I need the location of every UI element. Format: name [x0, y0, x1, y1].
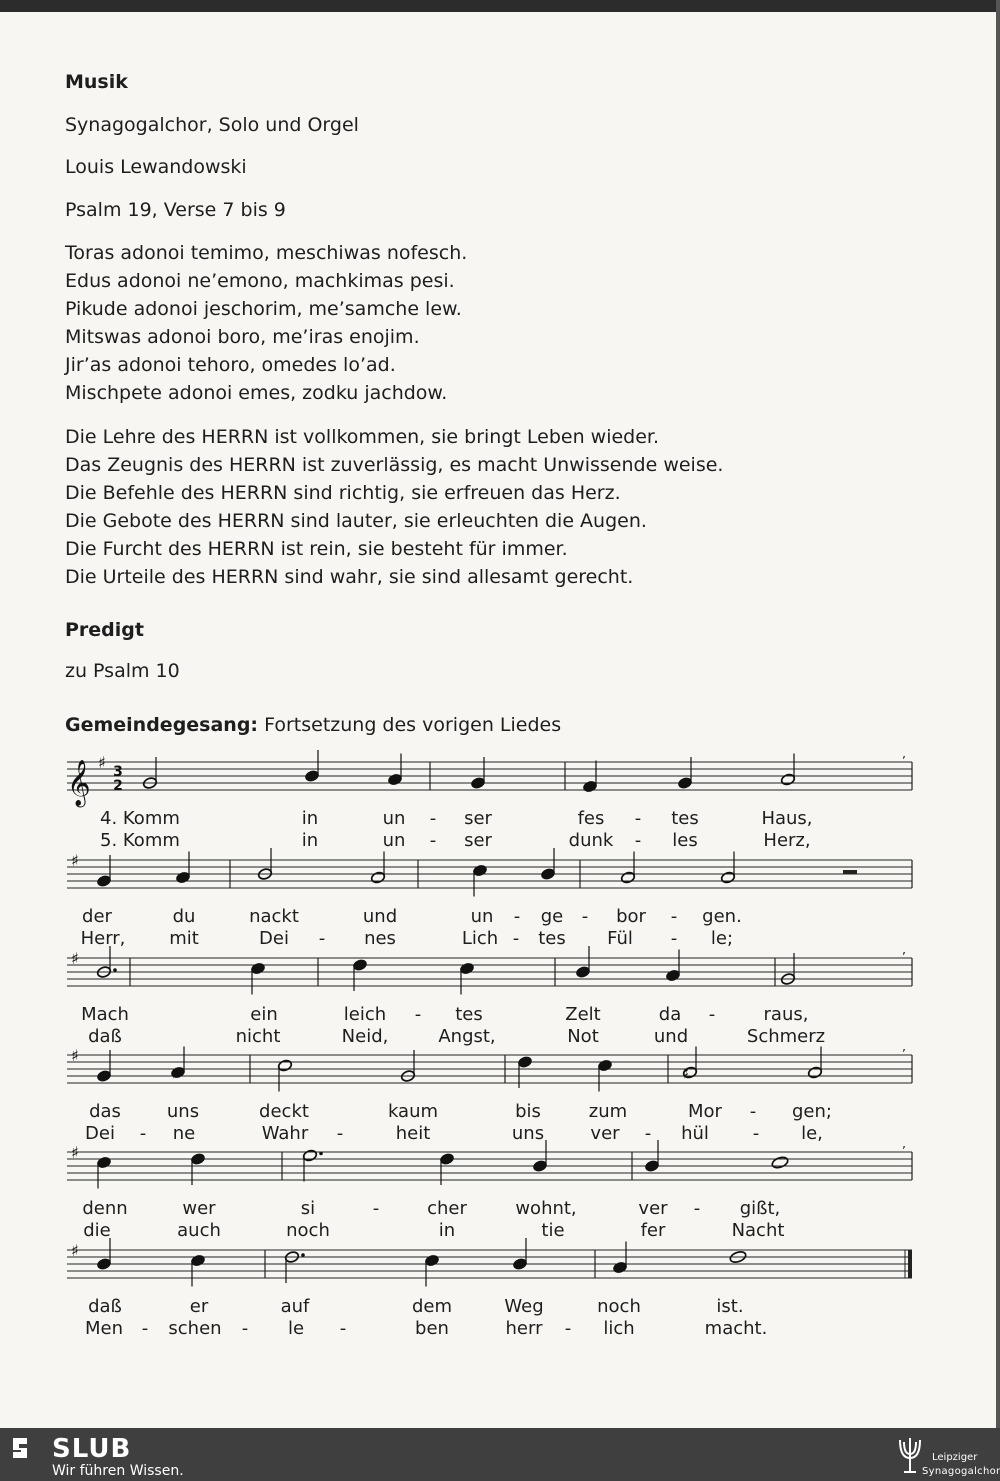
psalm-line: Pikude adonoi jeschorim, me’samche lew. [65, 298, 462, 320]
lyric-hyphen: - [564, 1318, 572, 1339]
note-head [644, 1159, 659, 1172]
psalm-reference: Psalm 19, Verse 7 bis 9 [65, 199, 286, 221]
sharp-accidental: ♯ [682, 1064, 690, 1083]
lyric-hyphen: - [749, 1101, 757, 1122]
lyric-hyphen: - [139, 1123, 147, 1144]
lyric-syllable: der [82, 906, 112, 927]
psalm-line: Die Lehre des HERRN ist vollkommen, sie bringt Leben wieder. [65, 426, 660, 448]
psalm-line: Die Befehle des HERRN sind richtig, sie erfreuen das Herz. [65, 482, 621, 504]
note-head [517, 1055, 532, 1068]
lyric-syllable: Men [84, 1318, 124, 1339]
half-rest [843, 870, 857, 874]
predigt-subtitle: zu Psalm 10 [65, 660, 180, 682]
psalm-line: Die Urteile des HERRN sind wahr, sie sind allesamt gerecht. [65, 566, 634, 588]
lyric-syllable: Lich [461, 928, 499, 949]
note-head [459, 962, 474, 975]
lyric-syllable: leich [343, 1004, 387, 1025]
lyric-syllable: ver [638, 1198, 668, 1219]
lyric-hyphen: - [513, 906, 521, 927]
lyric-syllable: Fül [607, 928, 633, 949]
lyric-hyphen: - [644, 1123, 652, 1144]
lyric-syllable: Zelt [565, 1004, 601, 1025]
lyric-syllable: das [89, 1101, 121, 1122]
lyric-syllable: tes [671, 808, 699, 829]
psalm-line: Die Gebote des HERRN sind lauter, sie erleuchten die Augen. [65, 510, 647, 532]
lyric-hyphen: - [318, 928, 326, 949]
note-head [96, 1069, 111, 1082]
lyric-syllable: Wahr [261, 1123, 309, 1144]
slub-tagline: Wir führen Wissen. [52, 1463, 184, 1479]
note-head [620, 871, 635, 884]
lyric-syllable: ein [250, 1004, 278, 1025]
lyric-hyphen: - [512, 928, 520, 949]
breath-mark: ’ [902, 1047, 906, 1061]
lyric-syllable: herr [505, 1318, 543, 1339]
note-head [96, 1257, 111, 1270]
note-head [472, 864, 487, 877]
lyric-syllable: ist. [716, 1296, 744, 1317]
lyric-syllable: 4. Komm [100, 808, 180, 829]
lyric-syllable: die [83, 1220, 111, 1241]
note-head [612, 1261, 627, 1274]
lyric-syllable: ver [590, 1123, 620, 1144]
augmentation-dot [113, 968, 117, 972]
lyric-syllable: Herr, [80, 928, 126, 949]
key-signature-sharp: ♯ [98, 753, 106, 772]
psalm-line: Die Furcht des HERRN ist rein, sie besteht für immer. [65, 538, 568, 560]
note-head [582, 780, 597, 793]
note-head [597, 1059, 612, 1072]
lyric-hyphen: - [414, 1004, 422, 1025]
lyric-syllable: heit [395, 1123, 431, 1144]
lyric-hyphen: - [141, 1318, 149, 1339]
lyric-syllable: un [382, 830, 406, 851]
breath-mark: ’ [902, 1144, 906, 1158]
lyric-syllable: Weg [504, 1296, 544, 1317]
lyric-syllable: hül [681, 1123, 709, 1144]
lyric-hyphen: - [372, 1198, 380, 1219]
lyric-syllable: noch [597, 1296, 641, 1317]
lyric-syllable: Dei [259, 928, 289, 949]
lyric-syllable: denn [82, 1198, 128, 1219]
lyric-hyphen: - [581, 906, 589, 927]
lyric-syllable: er [189, 1296, 209, 1317]
augmentation-dot [301, 1253, 305, 1257]
lyric-syllable: dem [411, 1296, 453, 1317]
note-head [470, 776, 485, 789]
note-head [387, 773, 402, 786]
lyric-syllable: le, [801, 1123, 823, 1144]
musik-heading: Musik [65, 71, 128, 93]
lyric-syllable: auch [177, 1220, 221, 1241]
lyric-hyphen: - [708, 1004, 716, 1025]
augmentation-dot [319, 1152, 323, 1156]
note-head [665, 969, 680, 982]
lyric-syllable: ne [172, 1123, 196, 1144]
note-head [720, 871, 735, 884]
lyric-syllable: Angst, [438, 1026, 496, 1047]
lyric-syllable: schen [168, 1318, 222, 1339]
note-head [532, 1159, 547, 1172]
lyric-hyphen: - [429, 830, 437, 851]
psalm-line: Toras adonoi temimo, meschiwas nofesch. [65, 242, 468, 264]
lyric-syllable: daß [88, 1296, 122, 1317]
treble-clef: 𝄞 [67, 760, 91, 806]
key-signature-sharp: ♯ [71, 1241, 79, 1260]
lyric-syllable: Haus, [761, 808, 813, 829]
lyric-syllable: auf [280, 1296, 310, 1317]
psalm-line: Mischpete adonoi emes, zodku jachdow. [65, 382, 448, 404]
lyric-syllable: Herz, [763, 830, 811, 851]
lyric-syllable: raus, [763, 1004, 809, 1025]
lyric-syllable: macht. [704, 1318, 768, 1339]
lyric-syllable: bis [515, 1101, 541, 1122]
lyric-syllable: und [653, 1026, 689, 1047]
performers: Synagogalchor, Solo und Orgel [65, 114, 359, 136]
lyric-syllable: nicht [235, 1026, 281, 1047]
menorah-icon [896, 1432, 924, 1476]
note-head [277, 1059, 292, 1072]
note-head [575, 965, 590, 978]
note-head [96, 874, 111, 887]
lyric-syllable: uns [511, 1123, 545, 1144]
sharp-accidental: ♯ [171, 1064, 179, 1083]
lyric-syllable: uns [166, 1101, 200, 1122]
lyric-syllable: lich [603, 1318, 635, 1339]
note-head [771, 1155, 789, 1169]
time-signature-bottom: 2 [113, 778, 123, 794]
lyric-hyphen: - [634, 808, 642, 829]
lyric-syllable: wer [182, 1198, 216, 1219]
key-signature-sharp: ♯ [71, 1143, 79, 1162]
lyric-syllable: Not [567, 1026, 599, 1047]
lyric-syllable: un [382, 808, 406, 829]
lyric-syllable: fer [640, 1220, 666, 1241]
lyric-syllable: gißt, [739, 1198, 781, 1219]
lyric-syllable: ser [464, 830, 492, 851]
lyric-syllable: tes [538, 928, 566, 949]
lyric-syllable: cher [427, 1198, 467, 1219]
lyric-hyphen: - [752, 1123, 760, 1144]
lyric-syllable: Dei [85, 1123, 115, 1144]
note-head [190, 1152, 205, 1165]
psalm-line: Mitswas adonoi boro, me’iras enojim. [65, 326, 420, 348]
lyric-syllable: nes [364, 928, 396, 949]
breath-mark: ’ [902, 950, 906, 964]
lyric-syllable: dunk [568, 830, 614, 851]
lyric-syllable: Mor [688, 1101, 722, 1122]
lyric-syllable: Schmerz [746, 1026, 826, 1047]
note-head [512, 1257, 527, 1270]
note-head [302, 1149, 317, 1162]
lyric-syllable: zum [588, 1101, 628, 1122]
note-head [352, 958, 367, 971]
lyric-syllable: noch [286, 1220, 330, 1241]
note-head [175, 871, 190, 884]
note-head [190, 1254, 205, 1267]
note-head [540, 867, 555, 880]
slub-logo-text: SLUB [52, 1434, 132, 1464]
lyric-syllable: 5. Komm [100, 830, 180, 851]
lyric-hyphen: - [339, 1318, 347, 1339]
psalm-line: Edus adonoi ne’emono, machkimas pesi. [65, 270, 455, 292]
lyric-syllable: bor [616, 906, 646, 927]
lyric-syllable: in [301, 808, 319, 829]
lyric-syllable: in [301, 830, 319, 851]
key-signature-sharp: ♯ [71, 1046, 79, 1065]
time-signature-top: 3 [113, 764, 123, 780]
gemeindegesang-label: Gemeindegesang: [65, 714, 259, 736]
lyric-syllable: tes [455, 1004, 483, 1025]
lyric-syllable: und [362, 906, 398, 927]
lyric-hyphen: - [670, 906, 678, 927]
lyric-syllable: da [658, 1004, 682, 1025]
note-head [370, 871, 385, 884]
gemeindegesang-text: Fortsetzung des vorigen Liedes [264, 714, 562, 736]
lyric-syllable: les [672, 830, 698, 851]
breath-mark: ’ [902, 754, 906, 768]
lyric-syllable: un [470, 906, 494, 927]
lyric-syllable: ben [415, 1318, 449, 1339]
lyric-syllable: nackt [249, 906, 299, 927]
slub-logo-icon [10, 1435, 36, 1461]
lyric-hyphen: - [241, 1318, 249, 1339]
key-signature-sharp: ♯ [71, 851, 79, 870]
lyric-syllable: le [287, 1318, 305, 1339]
lyric-hyphen: - [693, 1198, 701, 1219]
lyric-syllable: gen. [702, 906, 742, 927]
lyric-syllable: kaum [387, 1101, 439, 1122]
lyric-syllable: tie [541, 1220, 565, 1241]
lyric-syllable: wohnt, [515, 1198, 577, 1219]
note-head [424, 1254, 439, 1267]
lyric-syllable: mit [169, 928, 199, 949]
lyric-syllable: gen; [792, 1101, 832, 1122]
choir-name-line1: Leipziger [932, 1452, 978, 1463]
key-signature-sharp: ♯ [71, 949, 79, 968]
lyric-syllable: du [172, 906, 196, 927]
final-barline [908, 1250, 912, 1278]
lyric-syllable: ge [540, 906, 564, 927]
lyric-syllable: Neid, [341, 1026, 389, 1047]
note-head [677, 776, 692, 789]
lyric-syllable: Nacht [731, 1220, 785, 1241]
lyric-syllable: le; [710, 928, 734, 949]
lyric-hyphen: - [429, 808, 437, 829]
note-head [439, 1152, 454, 1165]
lyric-hyphen: - [670, 928, 678, 949]
psalm-line: Das Zeugnis des HERRN ist zuverlässig, es macht Unwissende weise. [65, 454, 724, 476]
lyric-hyphen: - [336, 1123, 344, 1144]
predigt-heading: Predigt [65, 619, 144, 641]
note-head [780, 773, 795, 786]
note-head [807, 1066, 822, 1079]
choir-name-line2: Synagogalchor [922, 1466, 1000, 1477]
psalm-line: Jir’as adonoi tehoro, omedes lo’ad. [65, 354, 396, 376]
lyric-hyphen: - [634, 830, 642, 851]
note-head [96, 1156, 111, 1169]
note-head [250, 962, 265, 975]
lyric-syllable: fes [577, 808, 605, 829]
composer: Louis Lewandowski [65, 156, 247, 178]
lyric-syllable: in [438, 1220, 456, 1241]
lyric-syllable: ser [464, 808, 492, 829]
lyric-syllable: daß [88, 1026, 122, 1047]
lyric-syllable: Mach [81, 1004, 129, 1025]
note-head [304, 769, 319, 782]
lyric-syllable: deckt [259, 1101, 309, 1122]
lyric-syllable: si [300, 1198, 316, 1219]
